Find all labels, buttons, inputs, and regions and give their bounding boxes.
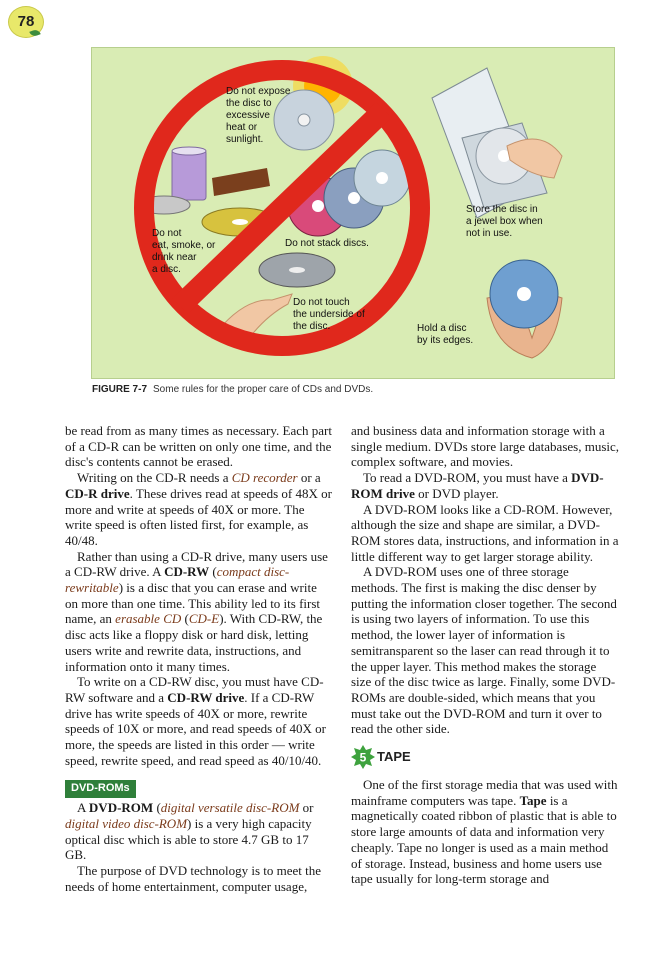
paragraph: A DVD-ROM (digital versatile disc-ROM or digital video disc-ROM) is a very high capacity optical disc which is able to store 4.7 GB to 17 GB.: [65, 800, 314, 863]
cake-icon: [212, 168, 270, 196]
paragraph: A DVD-ROM looks like a CD-ROM. However, although the size and shape are similar, a DVD-ROM stores data, instructions, and information in a little different way to get larger storage ability.: [351, 501, 619, 564]
paragraph: One of the first storage media that was used with mainframe computers was tape. Tape is a magnetically coated ribbon of plastic that is able to store large amounts of data and information very cheaply. Tape no longer is used as a main method of storage. Instead, business and home users use tape usually for long-term storage and: [351, 777, 618, 887]
label-stack: Do not stack discs.: [285, 238, 369, 249]
svg-text:5: 5: [359, 750, 367, 765]
right-column: [351, 423, 619, 887]
paragraph: A DVD-ROM uses one of three storage methods. The first is making the disc denser by putting the information closer together. The second is using two layers of information. To use this method, the lower layer of information is semitransparent so the laser can read through it to the upper layer. This method makes the storage size of the disc twice as large. Finally, some DVD-ROMs are double-sided, which means that you must take out the DVD-ROM and turn it over to read the other side.: [351, 564, 617, 737]
section-heading-tape: [351, 743, 619, 773]
starburst-number-icon: [351, 745, 375, 769]
label-eat: Do not eat, smoke, or drink near a disc.: [152, 228, 216, 275]
label-touch: Do not touch the underside of the disc.: [293, 297, 365, 332]
figure-illustration: [91, 47, 615, 379]
caption-text: Some rules for the proper care of CDs and DVDs.: [153, 384, 374, 395]
glass-icon: [172, 150, 206, 200]
paragraph: Writing on the CD-R needs a CD recorder or a CD-R drive. These drives read at speeds of 48X or more and write at speeds of 40X or more. The write speed is often listed first, for example, as 40/48.: [65, 470, 332, 548]
paragraph: Rather than using a CD-R drive, many users use a CD-RW drive. A CD-RW (compact disc-rewritable) is a disc that you can erase and write on more than one time. This ability led to its first name, an erasable CD (CD-E). With CD-RW, the disc acts like a floppy disk or hard disk, letting users write and rewrite data, instructions, and information onto it many times.: [65, 548, 328, 674]
label-expose: Do not expose the disc to excessive heat or sunlight.: [226, 86, 291, 145]
paragraph: and business data and information storage with a single medium. DVDs store large databases, music, complex software, and movies.: [351, 423, 620, 470]
left-column: [65, 423, 333, 894]
tape-heading-text: TAPE: [377, 749, 411, 765]
section-heading-dvd-roms: DVD-ROMs: [65, 780, 136, 798]
paragraph: be read from as many times as necessary. Each part of a CD-R can be written on only one time, and the disc's contents cannot be erased.: [65, 423, 332, 470]
paragraph: To read a DVD-ROM, you must have a DVD-ROM drive or DVD player.: [351, 470, 604, 501]
label-hold: Hold a disc by its edges.: [417, 323, 474, 346]
paragraph: To write on a CD-RW disc, you must have CD-RW software and a CD-RW drive. If a CD-RW drive has write speeds of 40X or more, rewrite speeds of 10X or more, and read speeds of 40X or more, the speeds are listed in this order — write speed, rewrite speed, and read speed as 40/10/40.: [65, 674, 327, 768]
label-store: Store the disc in a jewel box when not in use.: [466, 204, 543, 239]
caption-label: FIGURE 7-7: [92, 384, 148, 395]
paragraph: The purpose of DVD technology is to meet the needs of home entertainment, computer usage,: [65, 862, 322, 894]
figure-caption: [92, 384, 373, 395]
page-number: 78: [8, 6, 44, 38]
